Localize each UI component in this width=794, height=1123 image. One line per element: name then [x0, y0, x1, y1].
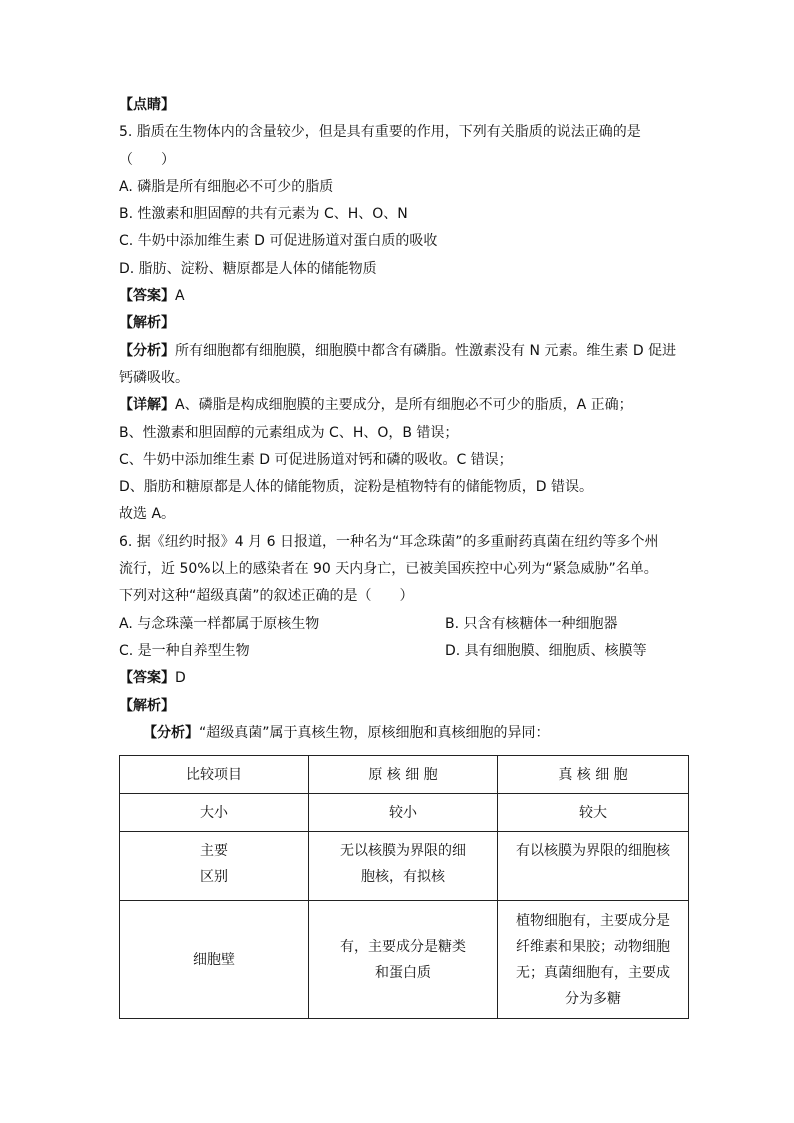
- table-cell: 较大: [498, 794, 689, 832]
- q5-stem: 5. 脂质在生物体内的含量较少，但是具有重要的作用，下列有关脂质的说法正确的是: [119, 124, 641, 141]
- q6-option-d: D. 具有细胞膜、细胞质、核膜等: [445, 642, 647, 659]
- table-row: [120, 832, 689, 901]
- q5-answer-value: A: [175, 288, 185, 305]
- q6-stem-3: 下列对这种“超级真菌”的叙述正确的是（ ）: [119, 588, 414, 605]
- q6-stem-1: 6. 据《纽约时报》4 月 6 日报道，一种名为“耳念珠菌”的多重耐药真菌在纽约等多个州: [119, 533, 659, 550]
- q6-options-row-2: [119, 638, 689, 665]
- q5-detail-text-a: A、磷脂是构成细胞膜的主要成分，是所有细胞必不可少的脂质，A 正确；: [175, 397, 633, 414]
- q5-option-b: B. 性激素和胆固醇的共有元素为 C、H、O、N: [119, 206, 408, 223]
- q5-detail-b: B、性激素和胆固醇的元素组成为 C、H、O，B 错误；: [119, 424, 459, 441]
- table-cell: 有，主要成分是糖类 和蛋白质: [309, 901, 498, 1019]
- q6-answer-line: [119, 665, 689, 692]
- table-cell: 有以核膜为界限的细胞核: [498, 832, 689, 901]
- answer-tag: 【答案】: [119, 670, 175, 687]
- page-content: [119, 92, 689, 1019]
- table-cell: 植物细胞有，主要成分是 纤维素和果胶；动物细胞 无；真菌细胞有，主要成 分为多糖: [498, 901, 689, 1019]
- table-cell: 大小: [120, 794, 309, 832]
- q5-choose: 故选 A。: [119, 506, 176, 523]
- q6-analysis-line: [119, 720, 689, 747]
- q5-analysis-line-1: [119, 338, 689, 365]
- q5-jiexi-tag: 【解析】: [119, 315, 175, 332]
- table-header-cell: 比较项目: [120, 756, 309, 794]
- q5-detail-d: D、脂肪和糖原都是人体的储能物质，淀粉是植物特有的储能物质，D 错误。: [119, 479, 594, 496]
- table-row: [120, 901, 689, 1019]
- q6-stem-2: 流行，近 50%以上的感染者在 90 天内身亡，已被美国疾控中心列为“紧急威胁”名单。: [119, 561, 658, 578]
- q5-option-d: D. 脂肪、淀粉、糖原都是人体的储能物质: [119, 260, 377, 277]
- q6-jiexi-tag: 【解析】: [119, 697, 175, 714]
- q6-options-row-1: [119, 611, 689, 638]
- q5-option-a: A. 磷脂是所有细胞必不可少的脂质: [119, 178, 334, 195]
- q5-paren: （ ）: [119, 151, 175, 168]
- q6-analysis-text: “超级真菌”属于真核生物，原核细胞和真核细胞的异同：: [199, 724, 550, 741]
- q5-analysis-line-2: 钙磷吸收。: [119, 369, 189, 386]
- analysis-tag: 【分析】: [119, 342, 175, 359]
- q5-answer-line: [119, 283, 689, 310]
- table-header-cell: 真 核 细 胞: [498, 756, 689, 794]
- answer-tag: 【答案】: [119, 288, 175, 305]
- table-cell: 无以核膜为界限的细 胞核，有拟核: [309, 832, 498, 901]
- analysis-tag: 【分析】: [143, 724, 199, 741]
- table-cell: 主要 区别: [120, 832, 309, 901]
- table-cell: 较小: [309, 794, 498, 832]
- q6-option-b: B. 只含有核糖体一种细胞器: [445, 615, 618, 632]
- table-header-cell: 原 核 细 胞: [309, 756, 498, 794]
- detail-tag: 【详解】: [119, 397, 175, 414]
- heading-dianjing: 【点睛】: [119, 97, 175, 113]
- table-row: [120, 794, 689, 832]
- q6-option-a: A. 与念珠藻一样都属于原核生物: [119, 615, 320, 632]
- q6-answer-value: D: [175, 670, 186, 687]
- q5-detail-line-a: [119, 392, 689, 419]
- table-header-row: [120, 756, 689, 794]
- comparison-table: [119, 755, 689, 1019]
- q6-option-c: C. 是一种自养型生物: [119, 642, 250, 659]
- table-cell: 细胞壁: [120, 901, 309, 1019]
- q5-analysis-text-1: 所有细胞都有细胞膜，细胞膜中都含有磷脂。性激素没有 N 元素。维生素 D 促进: [175, 342, 677, 359]
- q5-detail-c: C、牛奶中添加维生素 D 可促进肠道对钙和磷的吸收。C 错误；: [119, 451, 513, 468]
- q5-option-c: C. 牛奶中添加维生素 D 可促进肠道对蛋白质的吸收: [119, 233, 438, 250]
